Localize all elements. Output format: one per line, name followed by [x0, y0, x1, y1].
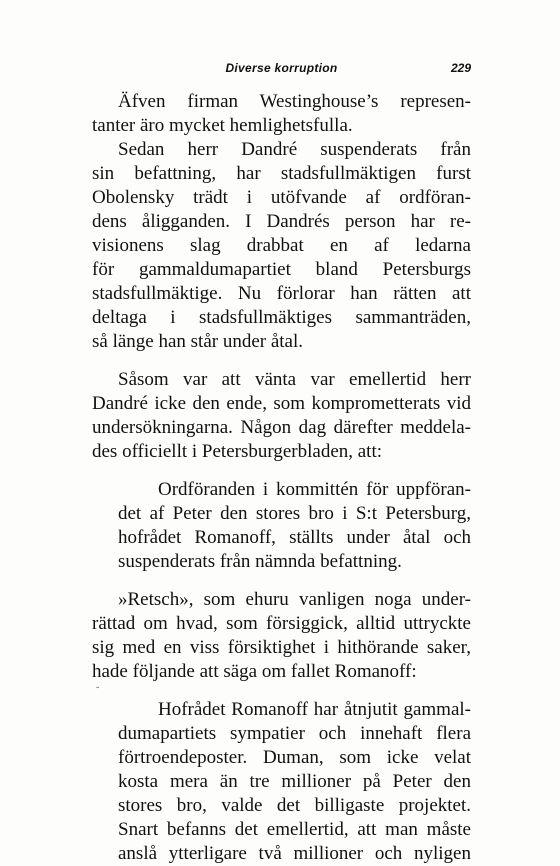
paragraph-retsch	[92, 588, 471, 684]
text-line: hofrådet Romanoff, ställts under åtal och	[118, 527, 471, 548]
page-header	[92, 61, 471, 83]
text-line: förtroendeposter. Duman, som icke velat	[118, 747, 471, 768]
text-line: så länge han står under åtal.	[92, 331, 304, 352]
text-line: des officiellt i Petersburgerbladen, att:	[92, 441, 383, 462]
page-number: 229	[450, 61, 471, 75]
text-line: »Retsch», som ehuru vanligen noga under-	[118, 589, 471, 610]
text-line: dens åligganden. I Dandrés person har re-	[92, 211, 471, 232]
paragraph-investigation	[92, 368, 471, 464]
text-line: sig med en viss försiktighet i hithörande saker,	[92, 637, 471, 658]
text-line: anslå ytterligare två millioner och nyligen	[118, 843, 471, 864]
quote-official-notice	[92, 478, 471, 574]
text-line: stores bro, valde det billigaste projektet.	[118, 795, 471, 816]
text-line: Obolensky trädt i utöfvande af ordföran-	[92, 187, 471, 208]
text-line: Dandré icke den ende, som komprometterats vid	[92, 393, 471, 414]
text-line: Hofrådet Romanoff har åtnjutit gammal-	[158, 699, 471, 720]
text-line: det af Peter den stores bro i S:t Petersburg,	[118, 503, 471, 524]
margin-mark: ˘	[96, 686, 100, 697]
text-line: för gammaldumapartiet bland Petersburgs	[92, 259, 471, 280]
running-title: Diverse korruption	[225, 61, 338, 75]
text-line: stadsfullmäktige. Nu förlorar han rätten att	[92, 283, 471, 304]
text-line: rättad om hvad, som försiggick, alltid uttryckte	[92, 613, 471, 634]
text-line: sin befattning, har stadsfullmäktigen furst	[92, 163, 471, 184]
text-line: hade följande att säga om fallet Romanoff:	[92, 661, 417, 682]
text-line: dumapartiets sympatier och innehaft flera	[118, 723, 471, 744]
paragraph-westinghouse	[92, 90, 471, 138]
text-line: Äfven firman Westinghouse’s represen-	[118, 91, 471, 112]
body-text	[92, 90, 471, 866]
text-line: visionens slag drabbat en af ledarna	[92, 235, 471, 256]
text-line: kosta mera än tre millioner på Peter den	[118, 771, 471, 792]
text-line: deltaga i stadsfullmäktiges sammanträden,	[92, 307, 471, 328]
text-line: suspenderats från nämnda befattning.	[118, 551, 402, 572]
text-line: Ordföranden i kommittén för uppföran-	[158, 479, 471, 500]
text-line: undersökningarna. Någon dag därefter meddela-	[92, 417, 471, 438]
paragraph-dandre-suspended	[92, 138, 471, 354]
text-line: Snart befanns det emellertid, att man måste	[118, 819, 471, 840]
quote-retsch-romanoff	[92, 698, 471, 866]
text-line: Såsom var att vänta var emellertid herr	[118, 369, 471, 390]
text-line: tanter äro mycket hemlighetsfulla.	[92, 115, 353, 136]
text-line: Sedan herr Dandré suspenderats från	[118, 139, 471, 160]
